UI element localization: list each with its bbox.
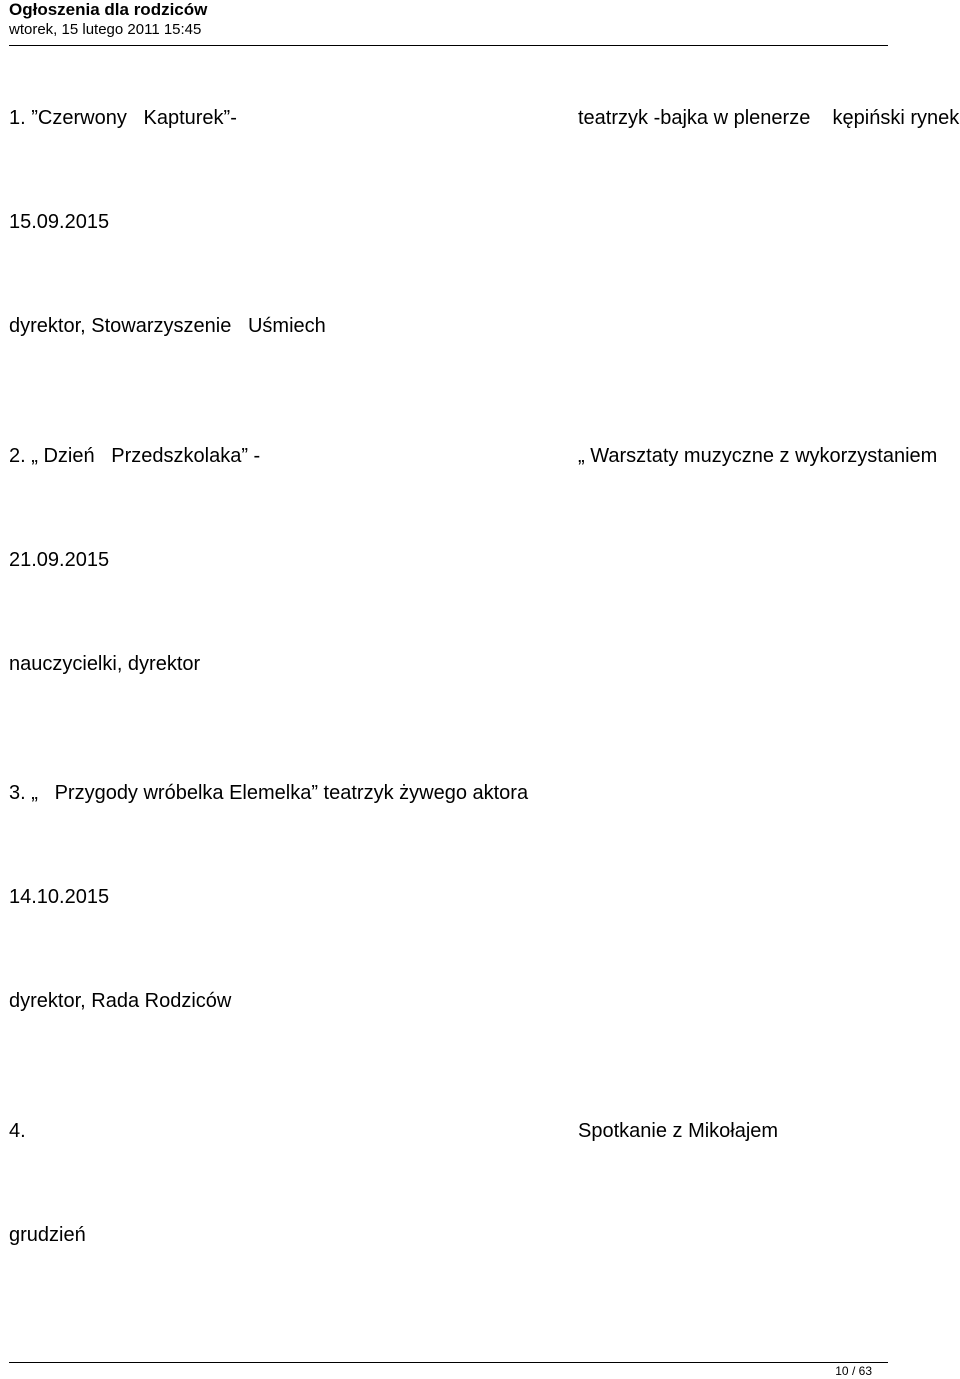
- entry-1-title: 1. ”Czerwony Kapturek”-: [9, 107, 237, 129]
- entry-1-description: teatrzyk -bajka w plenerze kępiński rynek: [578, 107, 960, 129]
- page-separator: /: [851, 1364, 856, 1378]
- entry-2-title: 2. „ Dzień Przedszkolaka” -: [9, 445, 261, 467]
- entry-4-number: 4.: [9, 1120, 26, 1142]
- entry-2-responsible: nauczycielki, dyrektor: [9, 653, 201, 675]
- page-number: [835, 1364, 872, 1378]
- footer-divider: [9, 1362, 888, 1363]
- entry-4-description: Spotkanie z Mikołajem: [578, 1120, 779, 1142]
- entry-2-date: 21.09.2015: [9, 549, 110, 571]
- entry-1-responsible: dyrektor, Stowarzyszenie Uśmiech: [9, 315, 326, 337]
- page-current: 10: [835, 1364, 849, 1378]
- document-title: Ogłoszenia dla rodziców: [9, 0, 208, 19]
- entry-3-date: 14.10.2015: [9, 886, 110, 908]
- page-total: 63: [858, 1364, 872, 1378]
- document-date: wtorek, 15 lutego 2011 15:45: [9, 21, 202, 38]
- entry-3-responsible: dyrektor, Rada Rodziców: [9, 990, 232, 1012]
- entry-2-description: „ Warsztaty muzyczne z wykorzystaniem: [578, 445, 938, 467]
- entry-4-date: grudzień: [9, 1224, 86, 1246]
- entry-1-date: 15.09.2015: [9, 211, 110, 233]
- header-divider: [9, 45, 888, 46]
- entry-3-title: 3. „ Przygody wróbelka Elemelka” teatrzyk żywego aktora: [9, 782, 529, 804]
